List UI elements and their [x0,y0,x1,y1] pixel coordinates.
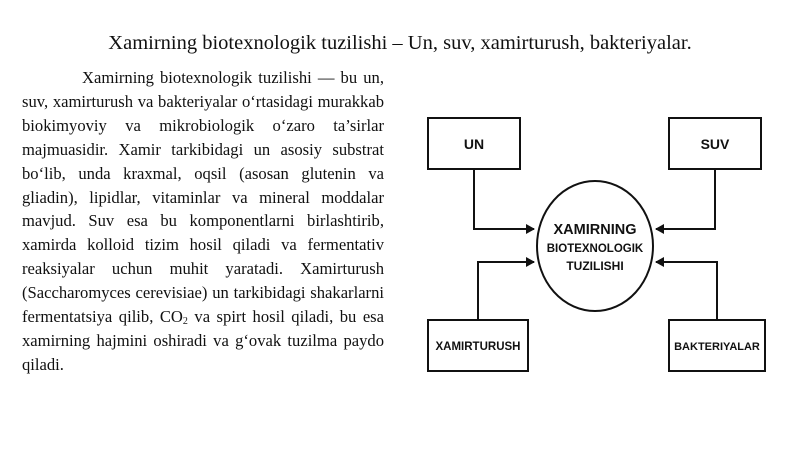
slide-title: Xamirning biotexnologik tuzilishi – Un, suv, xamirturush, bakteriyalar. [108,32,692,54]
paragraph-text-part2: va spirt hosil qiladi, bu esa xamirning hajmini oshiradi va g‘ovak tuzilma paydo qiladi. [22,307,385,374]
un-label: UN [463,136,485,152]
co2-formula: $CO_2$ [159,307,188,328]
arrow-suv-to-center [656,169,715,229]
suv-label: SUV [700,136,730,152]
arrow-bakteriyalar-to-center [656,262,717,320]
arrow-xamirturush-to-center [478,262,534,320]
center-label-line-1: XAMIRNING [553,222,637,238]
center-label-line-2: BIOTEXNOLOGIK [546,243,644,255]
xamirturush-label: XAMIRTURUSH [435,341,521,353]
arrow-un-to-center [474,169,534,229]
center-label-line-3: TUZILISHI [566,259,624,273]
paragraph-text-part1: Xamirning biotexnologik tuzilishi — bu un, suv, xamirturush va bakteriyalar o‘rtasidagi murakkab biokimyoviy va mikrobiologik o‘zaro ta’sirlar majmuasidir. Xamir tarkibidagi un asosiy substrat bo‘lib, unda kraxmal, oqsil (asosan glutenin va gliadin), lipidlar, vitaminlar va mineral moddalar mavjud. Suv esa bu komponentlarni birlashtirib, xamirda kolloid tizim hosil qiladi va fermentativ reaksiyalar uchun muhit yaratadi. Xamirturush (Saccharomyces cerevisiae) un tarkibidagi shakarlarni fermentatsiya qilib, [22,68,384,327]
bakteriyalar-label: BAKTERIYALAR [674,341,760,353]
description-paragraph [22,66,384,377]
structure-diagram [420,110,780,400]
